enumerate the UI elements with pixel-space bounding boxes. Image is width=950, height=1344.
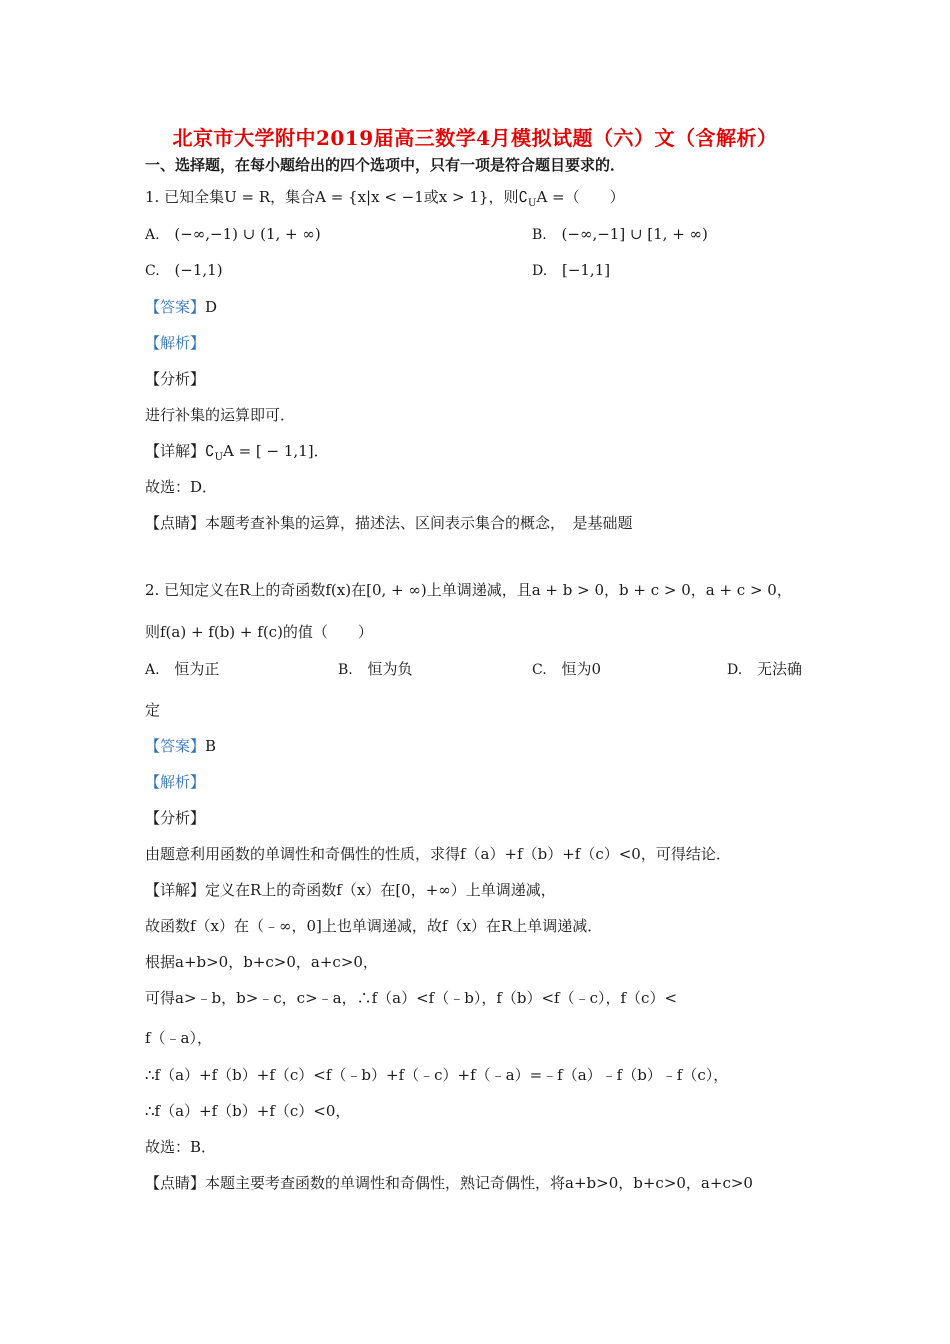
q1-answer: [145, 297, 217, 317]
option-label: D.: [532, 263, 548, 279]
option-text: (−∞,−1] ∪ [1, + ∞): [561, 225, 708, 243]
q2-fenxi: 由题意利用函数的单调性和奇偶性的性质，求得f（a）+f（b）+f（c）<0，可得结论．: [145, 845, 731, 863]
option-label: C.: [145, 263, 160, 279]
q1-stem-end: A =（ ）: [536, 188, 625, 206]
q2-fenxi-tag: 【分析】: [145, 809, 206, 827]
q2-option-c: C. 恒为0: [532, 660, 601, 678]
q2-detail-line-0: 【详解】定义在R上的奇函数f（x）在[0，+∞）上单调递减，: [145, 881, 556, 899]
q1-option-d: [532, 260, 610, 281]
q2-detail-line-5: ∴f（a）+f（b）+f（c）<f（﹣b）+f（﹣c）+f（﹣a）=﹣f（a）﹣f（b）﹣f（c），: [145, 1066, 729, 1084]
q2-comment: [145, 1173, 753, 1193]
q2-stem-line2: 则f(a) + f(b) + f(c)的值（ ）: [145, 623, 373, 641]
q1-analysis-tag: 【解析】: [145, 334, 206, 352]
q1-option-c: [145, 260, 223, 281]
option-text: (−∞,−1) ∪ (1, + ∞): [174, 225, 321, 243]
comment-tag: 【点睛】: [145, 514, 206, 532]
q1-option-b: [532, 224, 708, 245]
q2-detail-line-2: 根据a+b>0，b+c>0，a+c>0，: [145, 953, 378, 971]
comment-text: 本题主要考查函数的单调性和奇偶性，熟记奇偶性，将a+b>0，b+c>0，a+c>0: [205, 1174, 753, 1192]
section-heading: 一、选择题，在每小题给出的四个选项中，只有一项是符合题目要求的．: [145, 156, 626, 174]
q1-fenxi: 进行补集的运算即可．: [145, 406, 296, 424]
q1-stem: 1. 已知全集U = R，集合A = {x|x < −1或x > 1}，则$∁_UA$ =（ ）: [145, 188, 625, 209]
option-text: [−1,1]: [561, 261, 611, 279]
comment-text: 本题考查补集的运算，描述法、区间表示集合的概念， 是基础题: [205, 514, 633, 532]
q2-option-wrap: 定: [145, 701, 161, 719]
q1-option-a: [145, 224, 321, 245]
q1-detail: 【详解】$∁_UA$ = [ − 1,1]．: [145, 442, 329, 463]
q2-option-b: B. 恒为负: [338, 660, 413, 678]
q2-option-a: A. 恒为正: [145, 660, 220, 678]
option-text: (−1,1): [174, 261, 223, 279]
q2-detail-line-6: ∴f（a）+f（b）+f（c）<0，: [145, 1102, 351, 1120]
document-title: 北京市大学附中2019届高三数学4月模拟试题（六）文（含解析）: [172, 126, 778, 150]
option-label: A.: [145, 227, 160, 243]
q2-answer: [145, 736, 216, 756]
q2-detail-line-4: f（﹣a），: [145, 1029, 212, 1047]
detail-tag: 【详解】: [145, 881, 206, 899]
answer-value: D: [205, 298, 218, 316]
q1-comment: [145, 513, 633, 533]
detail-tag: 【详解】: [145, 442, 206, 460]
q2-detail-line-7: 故选：B．: [145, 1138, 217, 1156]
comment-tag: 【点睛】: [145, 1174, 206, 1192]
q2-detail-line-1: 故函数f（x）在（﹣∞，0]上也单调递减，故f（x）在R上单调递减．: [145, 917, 603, 935]
option-label: B.: [532, 227, 547, 243]
q2-analysis-tag: 【解析】: [145, 773, 206, 791]
q2-detail-line-3: 可得a>﹣b，b>﹣c，c>﹣a，∴f（a）<f（﹣b），f（b）<f（﹣c），f（c）<: [145, 989, 678, 1007]
q2-stem-line1: 2. 已知定义在R上的奇函数f(x)在[0, + ∞)上单调递减，且a + b > 0，b + c > 0，a + c > 0，: [145, 581, 792, 599]
q1-stem-text: 1. 已知全集U = R，集合A = {x|x < −1或x > 1}，则∁: [145, 188, 528, 206]
answer-tag: 【答案】: [145, 737, 206, 755]
q1-fenxi-tag: 【分析】: [145, 370, 206, 388]
q1-choose: 故选：D．: [145, 478, 218, 496]
q2-option-d: D. 无法确: [727, 660, 802, 678]
answer-tag: 【答案】: [145, 298, 206, 316]
answer-value: B: [205, 737, 217, 755]
